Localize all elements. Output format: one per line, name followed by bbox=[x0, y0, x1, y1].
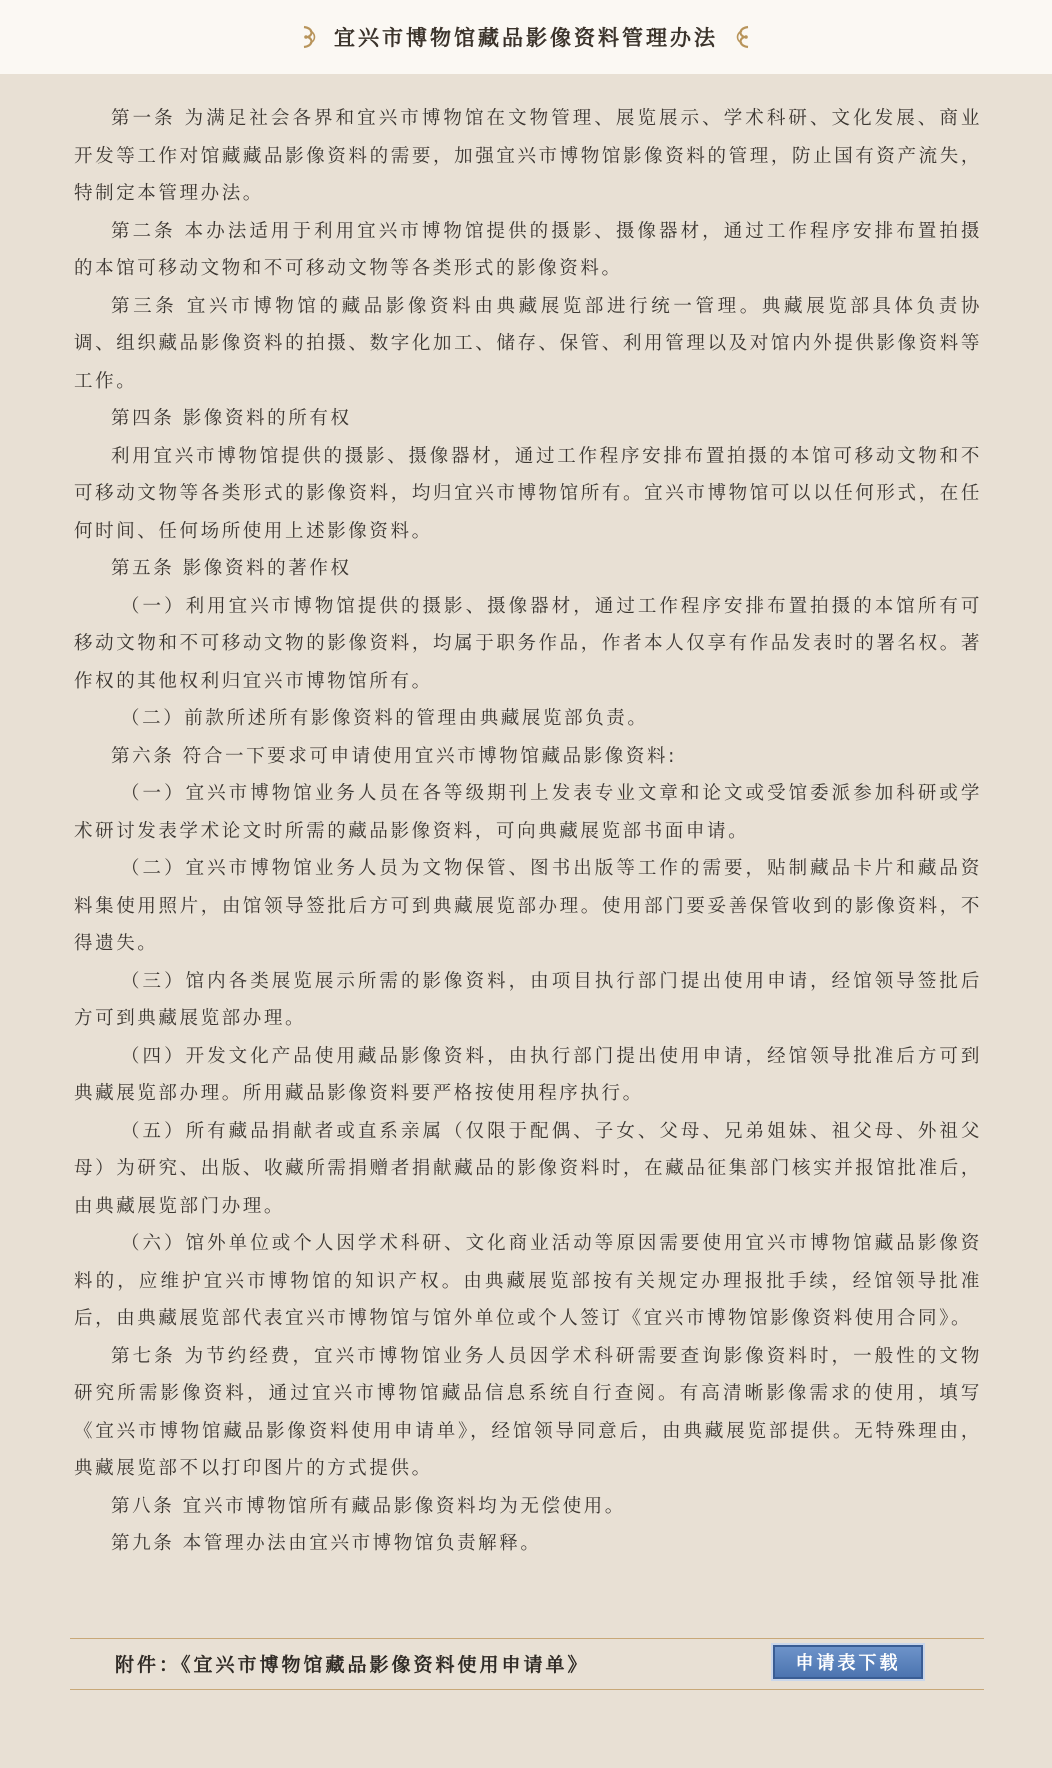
article-body bbox=[74, 100, 982, 1563]
article-paragraph: 第五条 影像资料的著作权 bbox=[111, 558, 352, 579]
article-paragraph: （四）开发文化产品使用藏品影像资料，由执行部门提出使用申请，经馆领导批准后方可到典藏展览部办理。所用藏品影像资料要严格按使用程序执行。 bbox=[74, 1045, 982, 1104]
page-header bbox=[0, 0, 1052, 74]
left-ornament-icon bbox=[300, 24, 320, 50]
article-paragraph: （六）馆外单位或个人因学术科研、文化商业活动等原因需要使用宜兴市博物馆藏品影像资料的，应维护宜兴市博物馆的知识产权。由典藏展览部按有关规定办理报批手续，经馆领导批准后，由典藏展览部代表宜兴市博物馆与馆外单位或个人签订《宜兴市博物馆影像资料使用合同》。 bbox=[74, 1233, 982, 1329]
attachment-label: 附件：《宜兴市博物馆藏品影像资料使用申请单》 bbox=[115, 1654, 590, 1676]
article-paragraph: （五）所有藏品捐献者或直系亲属（仅限于配偶、子女、父母、兄弟姐妹、祖父母、外祖父母）为研究、出版、收藏所需捐赠者捐献藏品的影像资料时，在藏品征集部门核实并报馆批准后，由典藏展览部门办理。 bbox=[74, 1120, 982, 1217]
right-ornament-icon bbox=[732, 24, 752, 50]
article-paragraph: 利用宜兴市博物馆提供的摄影、摄像器材，通过工作程序安排布置拍摄的本馆可移动文物和不可移动文物等各类形式的影像资料，均归宜兴市博物馆所有。宜兴市博物馆可以以任何形式，在任何时间、任何场所使用上述影像资料。 bbox=[74, 445, 982, 542]
attachment-bottom-divider bbox=[70, 1689, 984, 1690]
article-paragraph: 第四条 影像资料的所有权 bbox=[111, 408, 352, 429]
article-paragraph: （一）宜兴市博物馆业务人员在各等级期刊上发表专业文章和论文或受馆委派参加科研或学术研讨发表学术论文时所需的藏品影像资料，可向典藏展览部书面申请。 bbox=[74, 783, 982, 842]
article-paragraph: 第三条 宜兴市博物馆的藏品影像资料由典藏展览部进行统一管理。典藏展览部具体负责协调、组织藏品影像资料的拍摄、数字化加工、储存、保管、利用管理以及对馆内外提供影像资料等工作。 bbox=[74, 295, 982, 392]
article-paragraph: （三）馆内各类展览展示所需的影像资料，由项目执行部门提出使用申请，经馆领导签批后方可到典藏展览部办理。 bbox=[74, 970, 982, 1029]
article-paragraph: 第九条 本管理办法由宜兴市博物馆负责解释。 bbox=[111, 1533, 542, 1554]
page-title: 宜兴市博物馆藏品影像资料管理办法 bbox=[334, 25, 718, 50]
attachment-row bbox=[70, 1640, 984, 1687]
article-paragraph: （一）利用宜兴市博物馆提供的摄影、摄像器材，通过工作程序安排布置拍摄的本馆所有可移动文物和不可移动文物的影像资料，均属于职务作品，作者本人仅享有作品发表时的署名权。著作权的其他权利归宜兴市博物馆所有。 bbox=[74, 595, 982, 692]
attachment-top-divider bbox=[70, 1638, 984, 1639]
article-paragraph: 第六条 符合一下要求可申请使用宜兴市博物馆藏品影像资料: bbox=[111, 745, 677, 767]
header-title-group bbox=[300, 22, 752, 52]
article-paragraph: （二）前款所述所有影像资料的管理由典藏展览部负责。 bbox=[121, 708, 649, 729]
article-paragraph: 第八条 宜兴市博物馆所有藏品影像资料均为无偿使用。 bbox=[111, 1495, 626, 1517]
article-paragraph: 第七条 为节约经费，宜兴市博物馆业务人员因学术科研需要查询影像资料时，一般性的文物研究所需影像资料，通过宜兴市博物馆藏品信息系统自行查阅。有高清晰影像需求的使用，填写《宜兴市博物馆藏品影像资料使用申请单》，经馆领导同意后，由典藏展览部提供。无特殊理由，典藏展览部不以打印图片的方式提供。 bbox=[74, 1345, 982, 1479]
download-form-button[interactable]: 申请表下载 bbox=[773, 1645, 923, 1679]
article-paragraph: 第二条 本办法适用于利用宜兴市博物馆提供的摄影、摄像器材，通过工作程序安排布置拍摄的本馆可移动文物和不可移动文物等各类形式的影像资料。 bbox=[74, 220, 982, 279]
article-paragraph: 第一条 为满足社会各界和宜兴市博物馆在文物管理、展览展示、学术科研、文化发展、商业开发等工作对馆藏藏品影像资料的需要，加强宜兴市博物馆影像资料的管理，防止国有资产流失，特制定本管理办法。 bbox=[74, 108, 982, 204]
article-paragraph: （二）宜兴市博物馆业务人员为文物保管、图书出版等工作的需要，贴制藏品卡片和藏品资料集使用照片，由馆领导签批后方可到典藏展览部办理。使用部门要妥善保管收到的影像资料，不得遗失。 bbox=[74, 858, 982, 954]
